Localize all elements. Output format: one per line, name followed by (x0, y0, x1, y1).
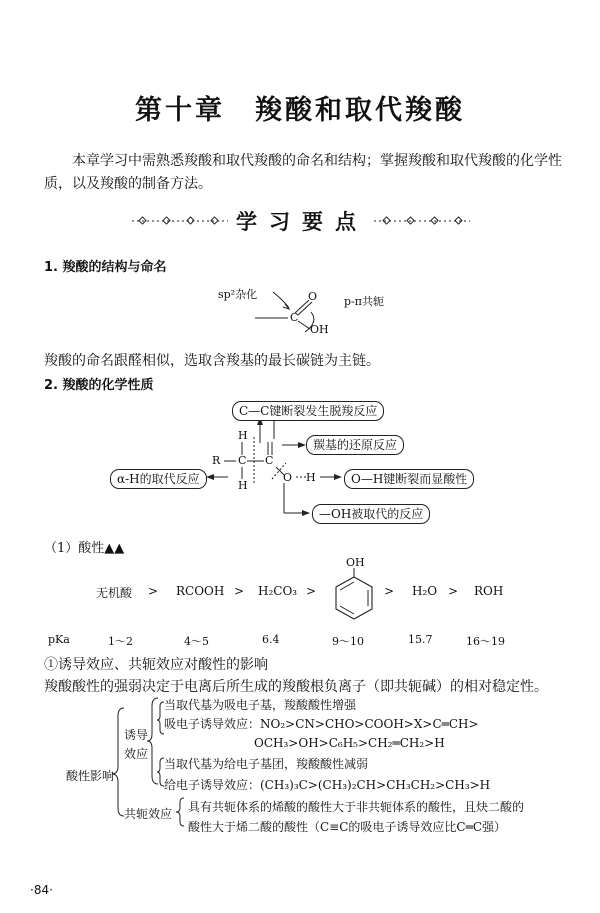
conjugation-label: 共轭效应 (124, 807, 173, 821)
gt-sign: > (384, 584, 395, 598)
box-decarboxylation: C—C键断裂发生脱羧反应 (232, 401, 384, 421)
atom-c-alpha: C (238, 454, 247, 467)
edg-series: 给电子诱导效应：(CH₃)₃C>(CH₃)₂CH>CH₃CH₂>CH₃>H (164, 778, 491, 792)
chapter-title (0, 88, 600, 127)
gt-sign: > (448, 584, 459, 598)
box-carbonyl-reduction: 羰基的还原反应 (306, 435, 404, 455)
ewg-rule: 当取代基为吸电子基，羧酸酸性增强 (164, 698, 357, 712)
compound-carbonic-acid: H₂CO₃ (258, 584, 298, 598)
atom-h-top: H (238, 429, 248, 442)
naming-rule: 羧酸的命名跟醛相似，选取含羧基的最长碳链为主链。 (44, 353, 380, 369)
effects-heading: ①诱导效应、共轭效应对酸性的影响 (44, 657, 268, 673)
pka-value: 9～10 (332, 635, 364, 648)
pka-value: 1～2 (108, 635, 133, 648)
gt-sign: > (306, 584, 317, 598)
pka-label: pKa (48, 633, 70, 646)
compound-inorganic-acid: 无机酸 (96, 586, 133, 600)
conjugation-rule-1: 具有共轭体系的烯酸的酸性大于非共轭体系的酸性，且炔二酸的 (188, 800, 525, 814)
right-ornament (372, 214, 472, 228)
o-atom: O (308, 290, 318, 303)
edg-rule: 当取代基为给电子基团，羧酸酸性减弱 (164, 757, 369, 771)
atom-r: R (212, 454, 221, 467)
key-points-header (0, 206, 600, 236)
ewg-series-cont: OCH₃>OH>C₆H₅>CH₂═CH₂>H (254, 736, 445, 750)
box-alpha-h-substitution: α-H的取代反应 (110, 469, 207, 489)
inductive-label-1: 诱导 (124, 728, 149, 742)
acidity-influence-root: 酸性影响 (66, 769, 115, 783)
oh-group: OH (310, 323, 329, 336)
atom-h-bottom: H (238, 479, 248, 492)
phenol-ring (330, 566, 382, 626)
gt-sign: > (234, 584, 245, 598)
p-pi-label: p-π共轭 (344, 295, 384, 308)
key-points-title: 学习要点 (236, 210, 368, 234)
section1-heading: 1. 羧酸的结构与命名 (44, 260, 167, 275)
pka-value: 4～5 (184, 635, 209, 648)
intro-paragraph: 本章学习中需熟悉羧酸和取代羧酸的命名和结构；掌握羧酸和取代羧酸的化学性质，以及羧酸的制备方法。 (44, 153, 562, 192)
box-oh-substitution: —OH被取代的反应 (312, 504, 430, 524)
effects-description: 羧酸酸性的强弱决定于电离后所生成的羧酸根负离子（即共轭碱）的相对稳定性。 (44, 679, 548, 695)
box-oh-bond-acidity: O—H键断裂而显酸性 (344, 469, 474, 489)
atom-o: O (283, 471, 293, 484)
pka-value: 16～19 (466, 635, 505, 648)
atom-c-carbonyl: C (265, 454, 274, 467)
pka-value: 15.7 (408, 633, 433, 646)
c-atom: C (290, 311, 299, 324)
compound-rcooh: RCOOH (176, 584, 225, 598)
page-number: ·84· (30, 883, 53, 897)
chapter-number: 第十章 (135, 95, 225, 126)
conjugation-rule-2: 酸性大于烯二酸的酸性（C≡C的吸电子诱导效应比C═C强） (188, 820, 507, 834)
gt-sign: > (148, 584, 159, 598)
sp2-label: sp²杂化 (218, 288, 258, 301)
phenol-oh-label: OH (346, 556, 365, 569)
compound-water: H₂O (412, 584, 438, 598)
atom-h-acid: H (306, 471, 316, 484)
inductive-label-2: 效应 (124, 747, 149, 761)
section2-heading: 2. 羧酸的化学性质 (44, 378, 154, 393)
left-ornament (130, 214, 230, 228)
chapter-name: 羧酸和取代羧酸 (255, 95, 465, 126)
carboxyl-structure (255, 282, 345, 340)
compound-roh: ROH (474, 584, 504, 598)
acidity-heading: （1）酸性▲▲ (44, 541, 125, 556)
pka-value: 6.4 (262, 633, 280, 646)
ewg-series: 吸电子诱导效应：NO₂>CN>CHO>COOH>X>C═CH> (164, 717, 479, 731)
